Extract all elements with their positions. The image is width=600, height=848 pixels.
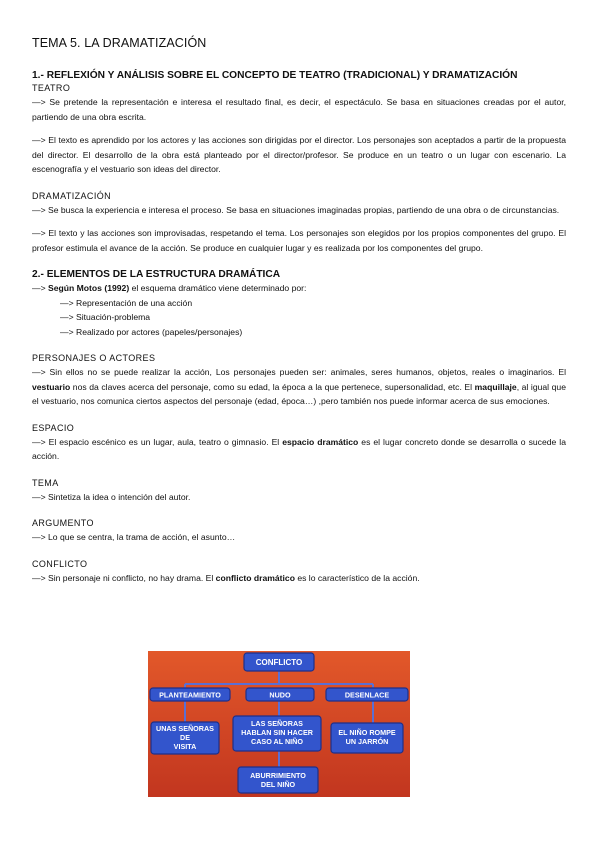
diagram-planteamiento-node <box>150 688 230 701</box>
dramatizacion-paragraph-1: —> Se busca la experiencia e interesa el proceso. Se basa en situaciones imaginadas propias, partiendo de una obra o de circunstancias. <box>32 204 560 215</box>
argumento-label: ARGUMENTO <box>32 518 94 528</box>
diagram-desenlace-node <box>326 688 408 701</box>
diagram-desenlace-child-node <box>331 723 403 753</box>
conflict-structure-diagram <box>148 651 410 797</box>
scheme-item-1: —> Representación de una acción <box>60 297 193 308</box>
diagram-nudo-label: NUDO <box>269 690 291 700</box>
svg-text:HABLAN SIN HACER: HABLAN SIN HACER <box>241 728 313 737</box>
scheme-item-3: —> Realizado por actores (papeles/personajes) <box>60 326 243 337</box>
personajes-label: PERSONAJES O ACTORES <box>32 353 156 363</box>
svg-text:DEL NIÑO: DEL NIÑO <box>260 780 296 789</box>
svg-text:DE: DE <box>180 733 190 742</box>
svg-text:ABURRIMIENTO: ABURRIMIENTO <box>250 771 306 780</box>
tema-paragraph: —> Sintetiza la idea o intención del autor. <box>32 491 191 502</box>
conflicto-label: CONFLICTO <box>32 558 88 569</box>
argumento-paragraph: —> Lo que se centra, la trama de acción, el asunto… <box>32 532 236 542</box>
tema-label: TEMA <box>32 477 59 488</box>
espacio-label: ESPACIO <box>32 422 75 433</box>
teatro-paragraph-2: —> El texto es aprendido por los actores y las acciones son dirigidas por el director. Los personajes son aceptados a partir de la propuesta del director. El desarrollo de la obra está planteado por el director/profesor. Se produce en un teatro o un lugar con escenario. La escenografía y el vestuario son ideas del director. <box>32 135 566 174</box>
diagram-root-node <box>244 653 314 671</box>
svg-text:VISITA: VISITA <box>173 742 197 751</box>
document-body <box>32 36 566 585</box>
personajes-paragraph: —> Sin ellos no se puede realizar la acción, Los personajes pueden ser: animales, seres humanos, objetos, reales o imaginarios. El vestuario nos da claves acerca del personaje, como su edad, la época a la que pertenece, supersonalidad, etc. El maquillaje, al igual que el vestuario, nos comunica ciertos aspectos del personaje (edad, época…) ,pero también nos puede informar acerca de sus emociones. <box>32 367 566 406</box>
espacio-paragraph: —> El espacio escénico es un lugar, aula, teatro o gimnasio. El espacio dramático es el lugar concreto donde se desarrolla o sucede la acción. <box>32 436 566 461</box>
conflicto-paragraph: —> Sin personaje ni conflicto, no hay drama. El conflicto dramático es lo característico de la acción. <box>32 572 420 583</box>
teatro-label: TEATRO <box>32 83 71 93</box>
diagram-desenlace-label: DESENLACE <box>344 690 390 700</box>
svg-text:CASO AL NIÑO: CASO AL NIÑO <box>251 737 303 746</box>
diagram-nudo-child-node <box>233 716 321 751</box>
svg-text:LAS SEÑORAS: LAS SEÑORAS <box>251 719 303 728</box>
section-1-heading: 1.- REFLEXIÓN Y ANÁLISIS SOBRE EL CONCEPTO DE TEATRO (TRADICIONAL) Y DRAMATIZACIÓN <box>32 70 518 81</box>
diagram-planteamiento-child-node <box>151 722 219 754</box>
dramatizacion-paragraph-2: —> El texto y las acciones son improvisadas, respetando el tema. Los personajes son elegidos por los propios componentes del grupo. El profesor estimula el avance de la acción. Se produce en cualquier lugar y es realizada por los componentes del grupo. <box>32 228 566 253</box>
svg-text:EL NIÑO ROMPE: EL NIÑO ROMPE <box>338 728 396 737</box>
svg-text:UN JARRÓN: UN JARRÓN <box>345 737 389 746</box>
scheme-item-2: —> Situación-problema <box>60 312 151 322</box>
dramatizacion-label: DRAMATIZACIÓN <box>32 190 112 201</box>
diagram-root-label: CONFLICTO <box>255 658 303 667</box>
diagram-planteamiento-label: PLANTEAMIENTO <box>159 690 221 700</box>
teatro-paragraph-1: —> Se pretende la representación e interesa el resultado final, es decir, el espectáculo. Se basa en situaciones creadas por el autor, partiendo de una obra escrita. <box>32 97 566 122</box>
diagram-nudo-node <box>246 688 314 701</box>
section-2-heading: 2.- ELEMENTOS DE LA ESTRUCTURA DRAMÁTICA <box>32 269 281 280</box>
diagram-nudo-child2-node <box>238 767 318 793</box>
svg-text:UNAS SEÑORAS: UNAS SEÑORAS <box>156 724 214 733</box>
motos-intro: —> Según Motos (1992) el esquema dramático viene determinado por: <box>32 283 307 293</box>
page-title: TEMA 5. LA DRAMATIZACIÓN <box>32 36 207 50</box>
